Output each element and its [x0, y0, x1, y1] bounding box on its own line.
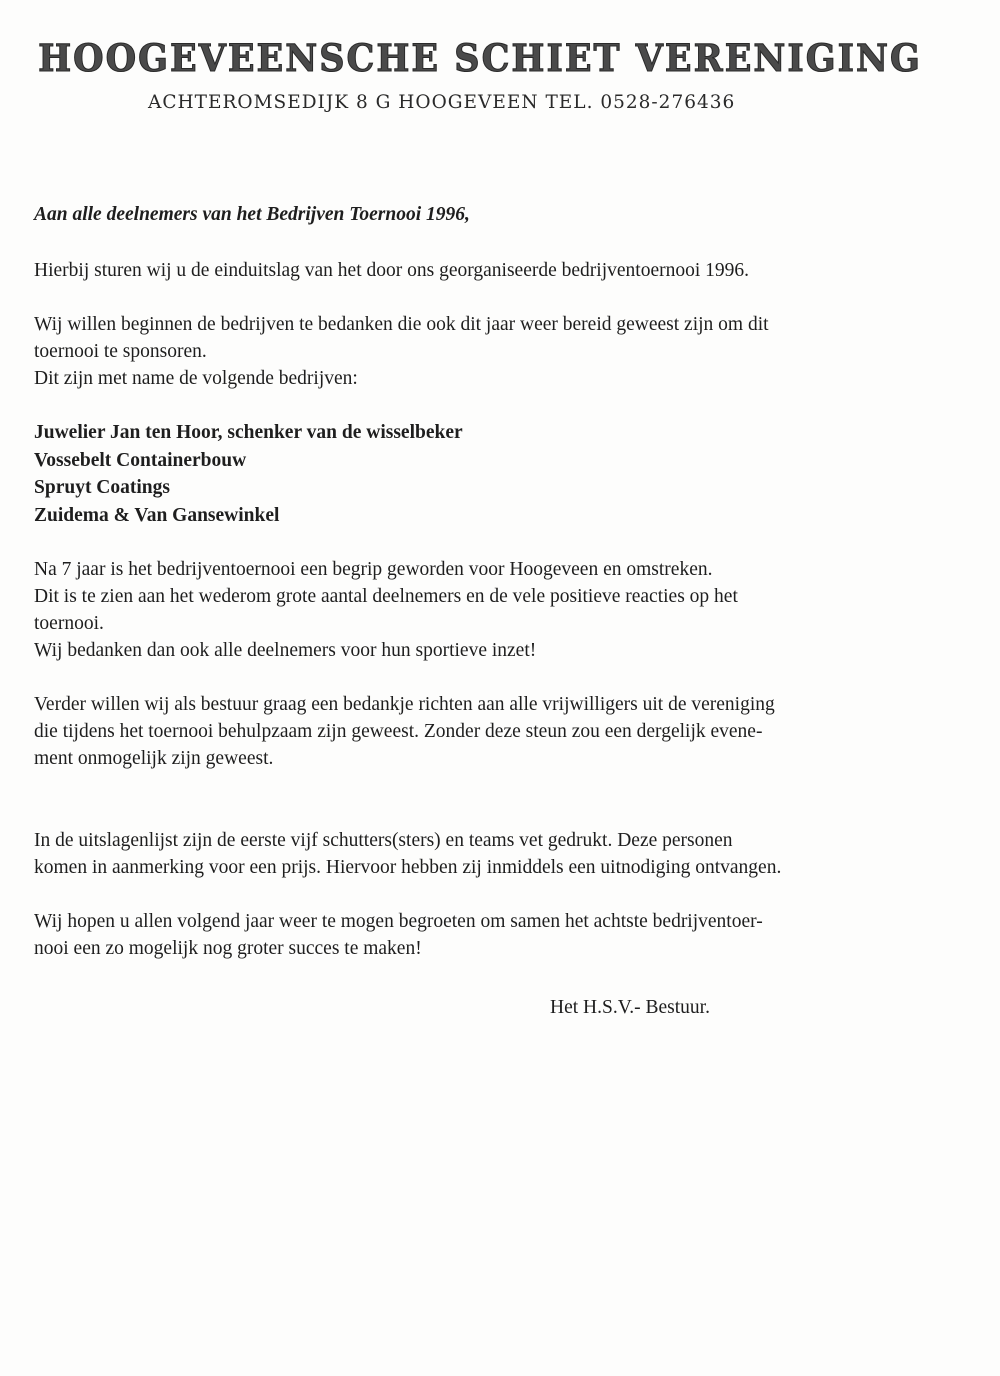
sponsor-item: Vossebelt Containerbouw: [34, 449, 247, 471]
sponsor-list: [34, 419, 934, 529]
text-line: toernooi.: [34, 613, 104, 634]
sponsor-item: Zuidema & Van Gansewinkel: [34, 504, 280, 526]
sponsor-item: Juwelier Jan ten Hoor, schenker van de wisselbeker: [34, 422, 463, 443]
closing-paragraph: [34, 908, 934, 962]
letterhead-club-name: HOOGEVEENSCHE SCHIET VERENIGING: [38, 36, 922, 81]
anniversary-paragraph: [34, 556, 934, 664]
text-line: Na 7 jaar is het bedrijventoernooi een begrip geworden voor Hoogeveen en omstreken.: [34, 559, 713, 580]
text-line: die tijdens het toernooi behulpzaam zijn geweest. Zonder deze steun zou een dergelijk evene-: [34, 721, 763, 742]
text-line: Wij bedanken dan ook alle deelnemers voor hun sportieve inzet!: [34, 640, 537, 661]
text-line: nooi een zo mogelijk nog groter succes te maken!: [34, 938, 422, 959]
sponsor-thanks-paragraph: [34, 311, 934, 392]
intro-paragraph: Hierbij sturen wij u de einduitslag van het door ons georganiseerde bedrijventoernooi 1996.: [34, 260, 750, 281]
volunteers-paragraph: [34, 691, 934, 772]
letterhead-address: ACHTEROMSEDIJK 8 G HOOGEVEEN TEL. 0528-276436: [148, 92, 736, 113]
text-line: toernooi te sponsoren.: [34, 341, 207, 362]
paragraph-spacer: [34, 799, 934, 827]
text-line: Wij willen beginnen de bedrijven te bedanken die ook dit jaar weer bereid geweest zijn om dit: [34, 314, 769, 335]
text-line: Verder willen wij als bestuur graag een bedankje richten aan alle vrijwilligers uit de vereniging: [34, 694, 775, 715]
signature: Het H.S.V.- Bestuur.: [550, 997, 710, 1018]
text-line: ment onmogelijk zijn geweest.: [34, 748, 274, 769]
sponsor-item: Spruyt Coatings: [34, 477, 170, 498]
results-paragraph: [34, 827, 934, 881]
text-line: komen in aanmerking voor een prijs. Hiervoor hebben zij inmiddels een uitnodiging ontvangen.: [34, 857, 782, 878]
text-line: Dit zijn met name de volgende bedrijven:: [34, 368, 358, 389]
text-line: Wij hopen u allen volgend jaar weer te mogen begroeten om samen het achtste bedrijventoer-: [34, 911, 763, 932]
text-line: In de uitslagenlijst zijn de eerste vijf schutters(sters) en teams vet gedrukt. Deze personen: [34, 830, 733, 851]
letter-body: [34, 201, 934, 989]
text-line: Dit is te zien aan het wederom grote aantal deelnemers en de vele positieve reacties op het: [34, 586, 738, 607]
salutation: Aan alle deelnemers van het Bedrijven Toernooi 1996,: [34, 204, 470, 225]
